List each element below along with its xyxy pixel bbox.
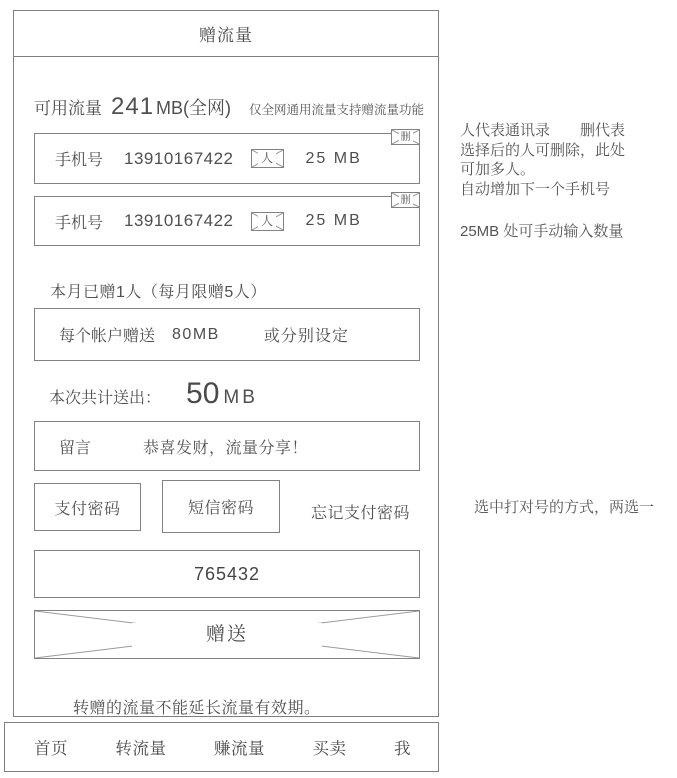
pay-password-option-button[interactable]: 支付密码 bbox=[34, 483, 141, 531]
annotation-password: 选中打对号的方式，两选一 bbox=[474, 499, 655, 516]
sms-password-option-button[interactable]: 短信密码 bbox=[162, 480, 280, 533]
phone-input[interactable]: 13910167422 bbox=[124, 148, 234, 168]
title-bar bbox=[14, 11, 438, 57]
total-label: 本次共计送出： bbox=[49, 390, 162, 407]
total-row bbox=[49, 377, 258, 411]
available-data-label: 可用流量 bbox=[34, 99, 102, 118]
contact-picker-button[interactable] bbox=[251, 149, 284, 168]
phone-label: 手机号 bbox=[55, 214, 104, 232]
validity-footnote: 转赠的流量不能延长流量有效期。 bbox=[73, 700, 321, 717]
gift-submit-button[interactable] bbox=[34, 610, 420, 659]
message-box bbox=[34, 421, 420, 471]
amount-input[interactable]: 25 MB bbox=[305, 149, 362, 167]
gift-data-screen bbox=[13, 10, 439, 717]
total-value: 50 bbox=[186, 377, 220, 410]
per-account-label: 每个帐户赠送 bbox=[59, 328, 156, 345]
contact-picker-button[interactable] bbox=[251, 212, 284, 231]
password-code-input[interactable]: 765432 bbox=[34, 550, 420, 598]
annotation-line: 自动增加下一个手机号 bbox=[460, 180, 611, 198]
amount-input[interactable]: 25 MB bbox=[305, 212, 362, 229]
annotation-line: 选择后的人可删除，此处 bbox=[460, 141, 626, 159]
available-data-unit: MB(全网) bbox=[156, 98, 232, 118]
recipient-row-1 bbox=[34, 133, 420, 184]
available-data-row bbox=[34, 93, 434, 121]
tab-earn-data[interactable]: 赚流量 bbox=[214, 740, 265, 758]
phone-label: 手机号 bbox=[55, 152, 104, 169]
per-account-amount-box bbox=[34, 308, 420, 361]
tab-home[interactable]: 首页 bbox=[34, 740, 68, 758]
delete-icon: 删 bbox=[400, 194, 411, 206]
available-data-value: 241 bbox=[111, 93, 155, 120]
tab-me[interactable]: 我 bbox=[394, 740, 411, 758]
tab-trade[interactable]: 买卖 bbox=[312, 740, 347, 758]
annotation-contacts bbox=[460, 121, 625, 199]
total-unit: MB bbox=[223, 387, 258, 408]
forgot-password-link[interactable]: 忘记支付密码 bbox=[311, 505, 411, 522]
tab-transfer-data[interactable]: 转流量 bbox=[115, 740, 167, 758]
gift-button-label: 赠送 bbox=[132, 623, 322, 647]
delete-icon: 删 bbox=[400, 131, 411, 143]
annotation-line: 可加多人。 bbox=[460, 161, 536, 178]
phone-input[interactable]: 13910167422 bbox=[124, 211, 234, 230]
annotation-line: 人代表通讯录 删代表 bbox=[460, 122, 626, 139]
message-label: 留言 bbox=[59, 439, 92, 457]
monthly-quota-note: 本月已赠1人（每月限赠5人） bbox=[50, 284, 267, 301]
contact-icon: 人 bbox=[258, 215, 276, 228]
delete-recipient-button[interactable] bbox=[391, 129, 420, 145]
bottom-tab-bar bbox=[4, 722, 439, 772]
delete-recipient-button[interactable] bbox=[391, 192, 420, 208]
contact-icon: 人 bbox=[258, 152, 276, 165]
recipient-row-2 bbox=[34, 196, 420, 246]
annotation-amount: 25MB 处可手动输入数量 bbox=[460, 223, 624, 240]
set-individually-link[interactable]: 或分别设定 bbox=[263, 328, 349, 345]
page-title: 赠流量 bbox=[199, 26, 253, 45]
message-input[interactable]: 恭喜发财，流量分享！ bbox=[143, 439, 309, 457]
per-account-amount-input[interactable]: 80MB bbox=[172, 325, 220, 343]
available-data-note: 仅全网通用流量支持赠流量功能 bbox=[249, 103, 425, 117]
